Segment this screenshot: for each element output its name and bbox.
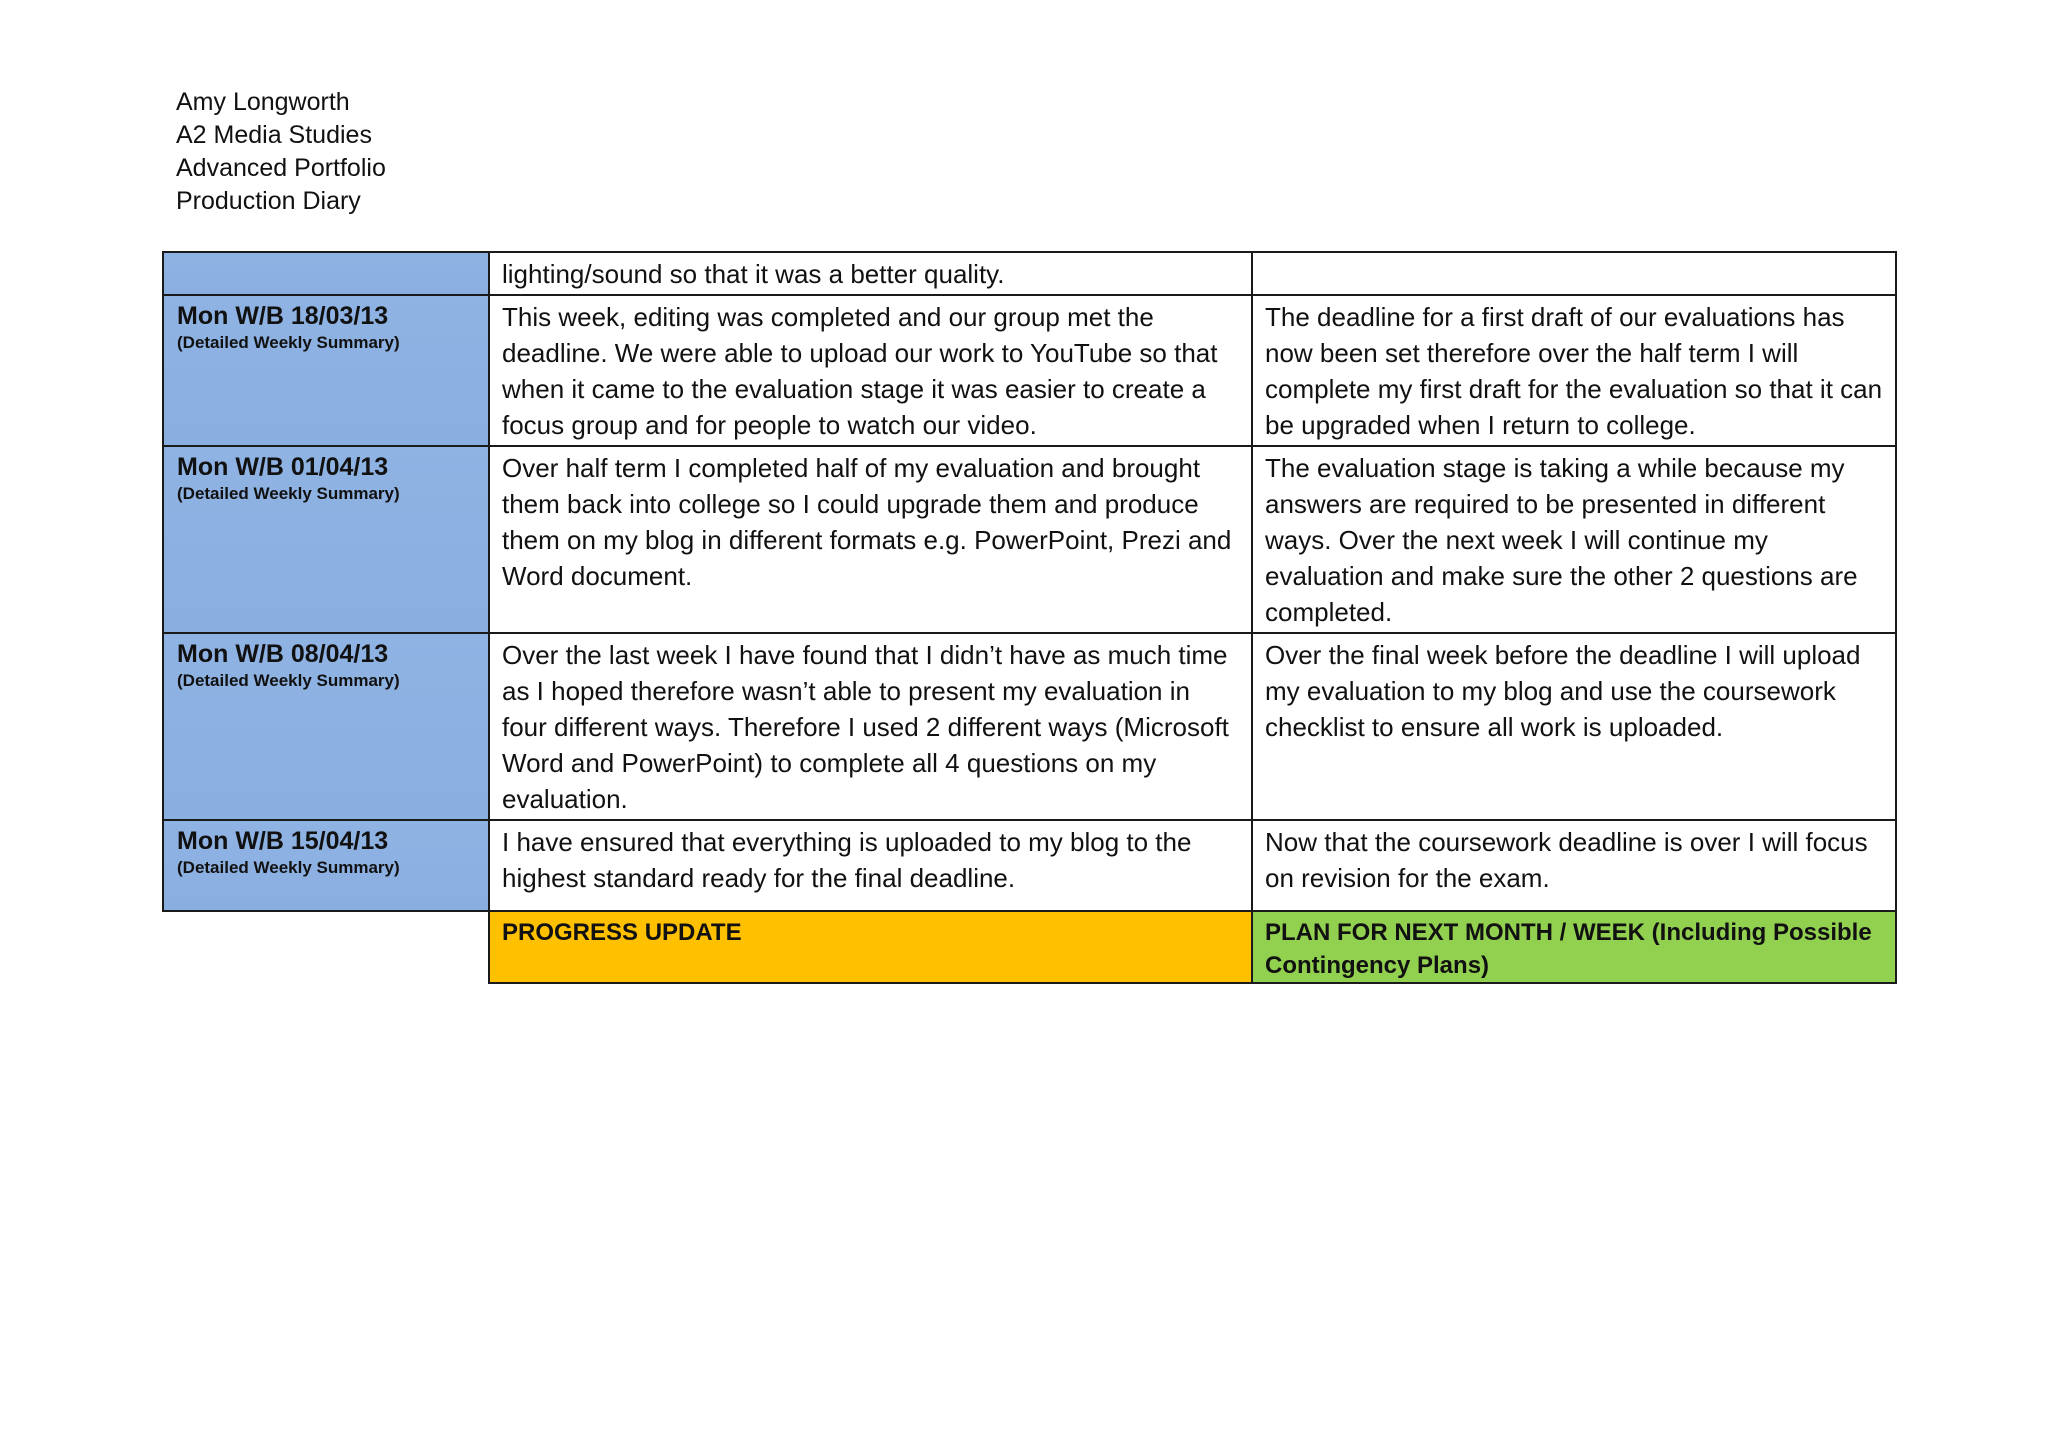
date-cell — [163, 295, 489, 446]
plan-cell: Now that the coursework deadline is over I will focus on revision for the exam. — [1252, 820, 1896, 911]
document-header — [176, 86, 386, 218]
table-row — [163, 446, 1896, 633]
progress-cell: Over the last week I have found that I didn’t have as much time as I hoped therefore wasn’t able to present my evaluation in four different ways. Therefore I used 2 different ways (Microsoft Word and PowerPoint) to complete all 4 questions on my evaluation. — [489, 633, 1252, 820]
course-name: A2 Media Studies — [176, 121, 372, 149]
plan-next-heading: PLAN FOR NEXT MONTH / WEEK (Including Possible Contingency Plans) — [1252, 911, 1896, 983]
week-label: Mon W/B 01/04/13 — [177, 453, 389, 481]
plan-cell: The evaluation stage is taking a while because my answers are required to be presented in different ways. Over the next week I will continue my evaluation and make sure the other 2 questions are completed. — [1252, 446, 1896, 633]
date-cell — [163, 446, 489, 633]
author-name: Amy Longworth — [176, 88, 350, 116]
progress-cell: lighting/sound so that it was a better quality. — [489, 252, 1252, 295]
progress-cell: Over half term I completed half of my evaluation and brought them back into college so I could upgrade them and produce them on my blog in different formats e.g. PowerPoint, Prezi and Word document. — [489, 446, 1252, 633]
plan-cell: Over the final week before the deadline I will upload my evaluation to my blog and use the coursework checklist to ensure all work is uploaded. — [1252, 633, 1896, 820]
date-cell-empty — [163, 252, 489, 295]
week-label: Mon W/B 08/04/13 — [177, 640, 389, 668]
week-summary-label: (Detailed Weekly Summary) — [177, 333, 400, 352]
production-diary-table — [162, 251, 1897, 984]
table-row-continuation — [163, 252, 1896, 295]
week-label: Mon W/B 18/03/13 — [177, 302, 389, 330]
progress-update-heading: PROGRESS UPDATE — [489, 911, 1252, 983]
progress-cell: I have ensured that everything is uploaded to my blog to the highest standard ready for the final deadline. — [489, 820, 1252, 911]
progress-cell: This week, editing was completed and our group met the deadline. We were able to upload our work to YouTube so that when it came to the evaluation stage it was easier to create a focus group and for people to watch our video. — [489, 295, 1252, 446]
date-cell — [163, 820, 489, 911]
week-label: Mon W/B 15/04/13 — [177, 827, 389, 855]
date-cell — [163, 633, 489, 820]
document-title: Production Diary — [176, 187, 361, 215]
blank-corner-cell — [163, 911, 489, 983]
table-row — [163, 633, 1896, 820]
table-footer-row — [163, 911, 1896, 983]
unit-name: Advanced Portfolio — [176, 154, 386, 182]
table-row — [163, 295, 1896, 446]
week-summary-label: (Detailed Weekly Summary) — [177, 671, 400, 690]
table-row — [163, 820, 1896, 911]
week-summary-label: (Detailed Weekly Summary) — [177, 858, 400, 877]
week-summary-label: (Detailed Weekly Summary) — [177, 484, 400, 503]
plan-cell: The deadline for a first draft of our evaluations has now been set therefore over the half term I will complete my first draft for the evaluation so that it can be upgraded when I return to college. — [1252, 295, 1896, 446]
plan-cell — [1252, 252, 1896, 295]
